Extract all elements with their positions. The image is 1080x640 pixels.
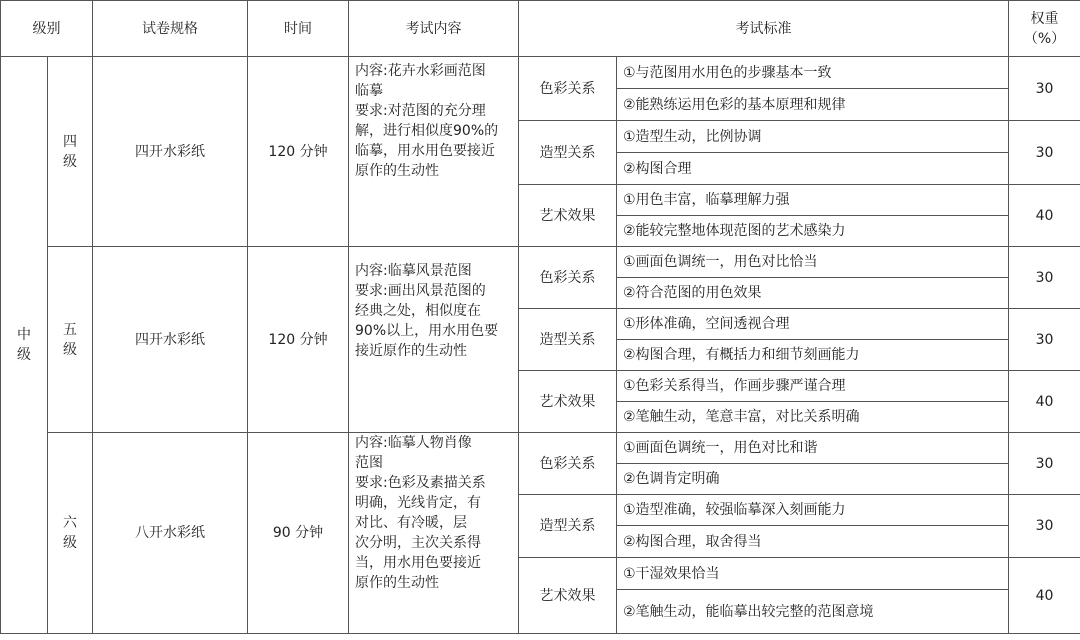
- table-row: [1, 247, 1080, 278]
- header-weight-label: 权重: [1030, 10, 1059, 27]
- weight-cell: 30: [1009, 57, 1080, 121]
- weight-cell: 30: [1009, 247, 1080, 309]
- content-line: 次分明，主次关系得: [355, 535, 481, 551]
- content-line: 临摹，用水用色要接近: [355, 143, 495, 159]
- criteria-item: ②笔触生动，笔意丰富，对比关系明确: [617, 402, 1009, 433]
- criteria-category: 色彩关系: [519, 57, 617, 121]
- paper-cell: 四开水彩纸: [93, 57, 248, 247]
- content-line: 要求:对范图的充分理: [355, 103, 486, 119]
- header-row: [1, 1, 1080, 57]
- criteria-item: ②构图合理: [617, 153, 1009, 185]
- main-level-cell: [1, 57, 48, 634]
- content-line: 范图: [355, 455, 383, 471]
- header-standard: 考试标准: [519, 1, 1009, 57]
- criteria-item: ②构图合理，取舍得当: [617, 526, 1009, 558]
- criteria-category: 色彩关系: [519, 247, 617, 309]
- content-line: 要求:色彩及素描关系: [355, 475, 486, 491]
- sub-level-char: 级: [63, 341, 77, 358]
- time-cell: 120 分钟: [248, 247, 349, 433]
- criteria-item: ②能较完整地体现范图的艺术感染力: [617, 216, 1009, 247]
- criteria-item: ①形体准确，空间透视合理: [617, 309, 1009, 340]
- criteria-item: ①色彩关系得当，作画步骤严谨合理: [617, 371, 1009, 402]
- content-line: 内容:临摹风景范图: [355, 263, 472, 279]
- criteria-item: ①干湿效果恰当: [617, 558, 1009, 590]
- content-line: 要求:画出风景范图的: [355, 283, 486, 299]
- weight-cell: 30: [1009, 309, 1080, 371]
- criteria-item: ②色调肯定明确: [617, 464, 1009, 495]
- time-cell: 90 分钟: [248, 433, 349, 634]
- sub-level-char: 五: [63, 321, 77, 338]
- criteria-item: ①画面色调统一，用色对比和谐: [617, 433, 1009, 464]
- content-line: 经典之处，相似度在: [355, 303, 481, 319]
- paper-cell: 八开水彩纸: [93, 433, 248, 634]
- criteria-category: 艺术效果: [519, 185, 617, 247]
- content-cell: [349, 247, 519, 433]
- criteria-category: 色彩关系: [519, 433, 617, 495]
- header-time: 时间: [248, 1, 349, 57]
- content-line: 内容:花卉水彩画范图: [355, 63, 486, 79]
- criteria-item: ①画面色调统一，用色对比恰当: [617, 247, 1009, 278]
- sub-level-char: 四: [63, 133, 77, 150]
- header-content: 考试内容: [349, 1, 519, 57]
- content-line: 原作的生动性: [355, 575, 439, 591]
- content-line: 解，进行相似度90%的: [355, 123, 499, 139]
- weight-cell: 30: [1009, 495, 1080, 558]
- criteria-item: ②构图合理，有概括力和细节刻画能力: [617, 340, 1009, 371]
- criteria-category: 造型关系: [519, 309, 617, 371]
- content-line: 当，用水用色要接近: [355, 555, 481, 571]
- criteria-category: 艺术效果: [519, 371, 617, 433]
- criteria-category: 造型关系: [519, 121, 617, 185]
- header-weight: [1009, 1, 1080, 57]
- content-cell: [349, 433, 519, 634]
- content-line: 接近原作的生动性: [355, 343, 467, 359]
- header-level: 级别: [1, 1, 93, 57]
- table-row: [1, 433, 1080, 464]
- weight-cell: 40: [1009, 185, 1080, 247]
- weight-cell: 40: [1009, 371, 1080, 433]
- content-line: 原作的生动性: [355, 163, 439, 179]
- criteria-item: ①造型生动，比例协调: [617, 121, 1009, 153]
- criteria-item: ②符合范图的用色效果: [617, 278, 1009, 309]
- criteria-item: ①与范图用水用色的步骤基本一致: [617, 57, 1009, 89]
- content-line: 内容:临摹人物肖像: [355, 435, 472, 451]
- criteria-category: 造型关系: [519, 495, 617, 558]
- header-paper: 试卷规格: [93, 1, 248, 57]
- criteria-item: ①用色丰富，临摹理解力强: [617, 185, 1009, 216]
- sub-level-char: 级: [63, 153, 77, 170]
- header-weight-unit: （%）: [1023, 30, 1066, 47]
- content-line: 临摹: [355, 83, 383, 99]
- content-line: 对比、有冷暖，层: [355, 515, 467, 531]
- table-row: [1, 57, 1080, 89]
- criteria-item: ①造型准确，较强临摹深入刻画能力: [617, 495, 1009, 526]
- criteria-item: ②能熟练运用色彩的基本原理和规律: [617, 89, 1009, 121]
- main-level-char: 级: [17, 347, 31, 363]
- content-cell: [349, 57, 519, 247]
- sub-level-cell: [48, 433, 93, 634]
- sub-level-char: 级: [63, 535, 77, 551]
- sub-level-char: 六: [63, 515, 77, 531]
- weight-cell: 30: [1009, 433, 1080, 495]
- criteria-category: 艺术效果: [519, 558, 617, 634]
- content-line: 明确，光线肯定，有: [355, 495, 481, 511]
- content-line: 90%以上，用水用色要: [355, 323, 499, 339]
- paper-cell: 四开水彩纸: [93, 247, 248, 433]
- time-cell: 120 分钟: [248, 57, 349, 247]
- sub-level-cell: [48, 247, 93, 433]
- weight-cell: 40: [1009, 558, 1080, 634]
- sub-level-cell: [48, 57, 93, 247]
- main-level-char: 中: [17, 327, 31, 343]
- weight-cell: 30: [1009, 121, 1080, 185]
- criteria-item: ②笔触生动，能临摹出较完整的范图意境: [617, 590, 1009, 634]
